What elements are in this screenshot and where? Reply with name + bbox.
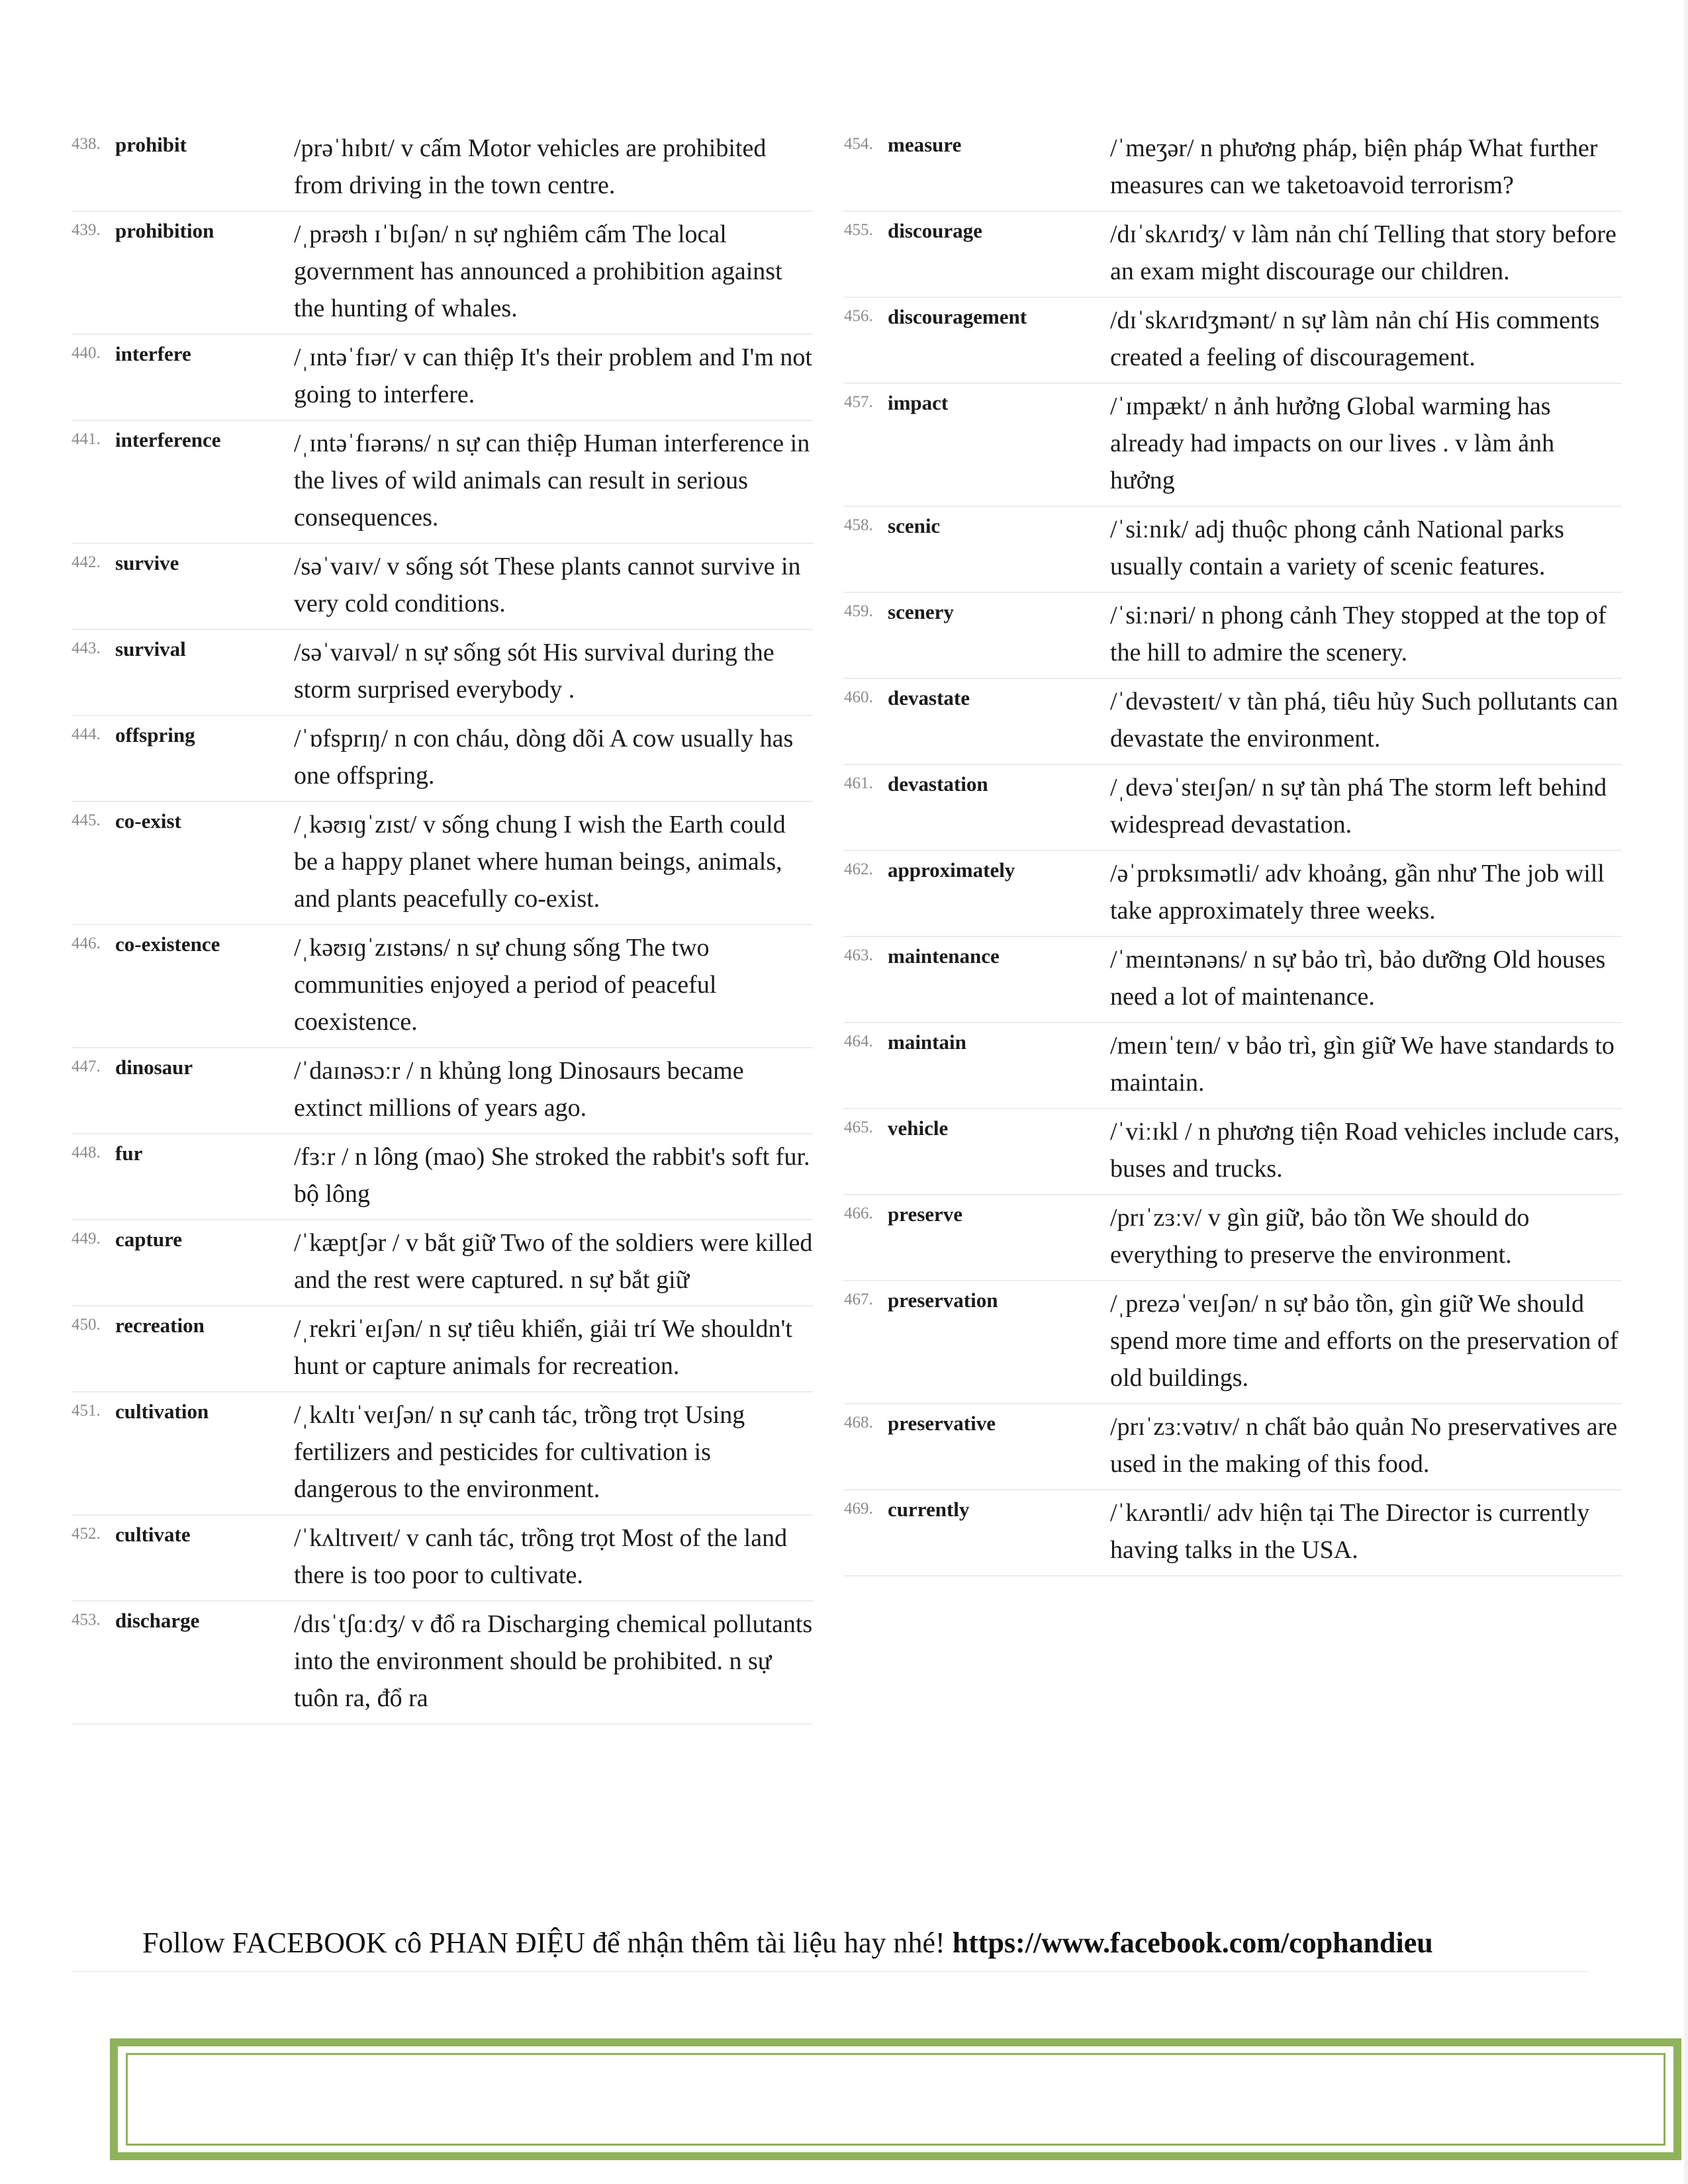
decorative-frame-inner xyxy=(126,2053,1665,2146)
entry-word: discouragement xyxy=(888,305,1027,328)
entry-word: interference xyxy=(115,428,221,451)
entry-definition: /ˈkæptʃər / v bắt giữ Two of the soldiers were killed and the rest were captured. n sự bắt giữ xyxy=(294,1229,813,1294)
entry-definition: /ˌkəʊɪɡˈzɪstəns/ n sự chung sống The two communities enjoyed a period of peaceful coexistence. xyxy=(294,934,717,1036)
entry-word: scenery xyxy=(888,600,954,623)
vocab-entry xyxy=(71,1134,813,1220)
entry-number: 438. xyxy=(71,135,101,153)
entry-number: 440. xyxy=(71,344,101,362)
entry-number: 447. xyxy=(71,1058,101,1075)
entry-definition: /ˈdevəsteɪt/ v tàn phá, tiêu hủy Such pollutants can devastate the environment. xyxy=(1110,688,1618,752)
vocab-entry xyxy=(844,679,1622,765)
entry-definition: /ˈdaɪnəsɔːr / n khủng long Dinosaurs became extinct millions of years ago. xyxy=(294,1057,744,1122)
entry-number: 462. xyxy=(844,860,873,878)
entry-number: 454. xyxy=(844,135,873,153)
entry-word: approximately xyxy=(888,858,1015,882)
entry-definition: /ˌɪntəˈfɪərəns/ n sự can thiệp Human interference in the lives of wild animals can result in serious consequences. xyxy=(294,430,810,531)
entry-definition: /ˈsiːnəri/ n phong cảnh They stopped at the top of the hill to admire the scenery. xyxy=(1110,602,1607,666)
entry-word: vehicle xyxy=(888,1116,949,1140)
entry-definition: /ˌkʌltɪˈveɪʃən/ n sự canh tác, trồng trọt Using fertilizers and pesticides for cultivation is dangerous to the environment. xyxy=(294,1401,745,1503)
entry-word: preservative xyxy=(888,1412,996,1435)
entry-word: preservation xyxy=(888,1289,998,1312)
footer-note xyxy=(142,1926,1599,1960)
entry-word: impact xyxy=(888,391,949,414)
footer-divider xyxy=(71,1971,1587,1972)
entry-word: preserve xyxy=(888,1203,963,1226)
entry-word: fur xyxy=(115,1142,143,1165)
entry-definition: /ˈmeɪntənəns/ n sự bảo trì, bảo dưỡng Old houses need a lot of maintenance. xyxy=(1110,946,1606,1011)
entry-definition: /prɪˈzɜːv/ v gìn giữ, bảo tồn We should do everything to preserve the environment. xyxy=(1110,1204,1530,1269)
vocab-entry xyxy=(71,335,813,421)
entry-word: maintenance xyxy=(888,944,1000,968)
entry-number: 461. xyxy=(844,774,873,792)
entry-number: 449. xyxy=(71,1230,101,1248)
vocab-entry xyxy=(71,802,813,925)
entry-number: 444. xyxy=(71,725,101,743)
right-column xyxy=(844,126,1622,1576)
entry-definition: /ˌrekriˈeɪʃən/ n sự tiêu khiển, giải trí We shouldn't hunt or capture animals for recreation. xyxy=(294,1315,792,1380)
vocab-entry xyxy=(844,1109,1622,1195)
entry-definition: /ˈkʌrəntli/ adv hiện tại The Director is currently having talks in the USA. xyxy=(1110,1499,1590,1564)
facebook-link[interactable]: https://www.facebook.com/cophandieu xyxy=(952,1927,1433,1959)
entry-number: 463. xyxy=(844,946,873,964)
vocab-entry xyxy=(71,212,813,335)
entry-number: 460. xyxy=(844,688,873,706)
vocab-entry xyxy=(844,1490,1622,1576)
vocab-entry xyxy=(71,630,813,716)
vocab-entry xyxy=(844,212,1622,298)
vocab-entry xyxy=(844,1281,1622,1404)
vocab-entry xyxy=(71,1048,813,1134)
vocab-entry xyxy=(71,126,813,212)
vocab-entry xyxy=(844,765,1622,851)
vocab-entry xyxy=(71,1602,813,1725)
vocab-entry xyxy=(844,851,1622,937)
entry-definition: /səˈvaɪv/ v sống sót These plants cannot survive in very cold conditions. xyxy=(294,553,801,617)
vocab-entry xyxy=(71,1306,813,1392)
entry-definition: /əˈprɒksɪmətli/ adv khoảng, gần như The job will take approximately three weeks. xyxy=(1110,860,1605,925)
entry-number: 468. xyxy=(844,1414,873,1432)
entry-word: prohibition xyxy=(115,219,214,242)
entry-word: discourage xyxy=(888,219,982,242)
entry-number: 443. xyxy=(71,639,101,657)
entry-word: dinosaur xyxy=(115,1056,193,1079)
vocab-entry xyxy=(71,544,813,630)
entry-definition: /ˈviːɪkl / n phương tiện Road vehicles include cars, buses and trucks. xyxy=(1110,1118,1620,1183)
entry-number: 457. xyxy=(844,393,873,411)
entry-word: offspring xyxy=(115,723,195,747)
entry-word: scenic xyxy=(888,514,941,537)
left-column xyxy=(71,126,813,1725)
entry-number: 451. xyxy=(71,1402,101,1420)
vocab-entry xyxy=(844,593,1622,679)
page-edge xyxy=(1684,0,1688,2184)
entry-number: 467. xyxy=(844,1291,873,1308)
vocab-entry xyxy=(844,126,1622,212)
vocab-entry xyxy=(71,925,813,1048)
decorative-frame xyxy=(110,2038,1681,2160)
entry-word: cultivation xyxy=(115,1400,209,1423)
entry-word: currently xyxy=(888,1498,970,1521)
entry-word: survive xyxy=(115,551,179,574)
entry-word: interfere xyxy=(115,342,191,365)
entry-number: 455. xyxy=(844,221,873,239)
entry-number: 439. xyxy=(71,221,101,239)
entry-definition: /prɪˈzɜːvətɪv/ n chất bảo quản No preservatives are used in the making of this food. xyxy=(1110,1413,1618,1478)
entry-number: 456. xyxy=(844,307,873,325)
entry-definition: /dɪˈskʌrɪdʒmənt/ n sự làm nản chí His comments created a feeling of discouragement. xyxy=(1110,306,1600,371)
footer-text: Follow FACEBOOK cô PHAN ĐIỆU để nhận thêm tài liệu hay nhé! xyxy=(142,1927,953,1959)
vocab-entry xyxy=(71,421,813,544)
entry-number: 448. xyxy=(71,1144,101,1161)
entry-number: 453. xyxy=(71,1611,101,1629)
entry-definition: /ˌkəʊɪɡˈzɪst/ v sống chung I wish the Earth could be a happy planet where human beings, animals, and plants peacefully co-exist. xyxy=(294,811,786,913)
entry-definition: /dɪsˈtʃɑːdʒ/ v đổ ra Discharging chemical pollutants into the environment should be prohibited. n sự tuôn ra, đổ ra xyxy=(294,1610,813,1712)
entry-number: 466. xyxy=(844,1205,873,1222)
vocab-entry xyxy=(844,507,1622,593)
entry-number: 465. xyxy=(844,1118,873,1136)
entry-word: prohibit xyxy=(115,133,187,156)
entry-definition: /ˈmeʒər/ n phương pháp, biện pháp What further measures can we taketoavoid terrorism? xyxy=(1110,134,1598,199)
entry-number: 469. xyxy=(844,1500,873,1518)
vocab-entry xyxy=(844,1023,1622,1109)
entry-definition: /ˈsiːnɪk/ adj thuộc phong cảnh National parks usually contain a variety of scenic features. xyxy=(1110,516,1564,580)
vocab-entry xyxy=(71,1392,813,1516)
vocab-entry xyxy=(71,1516,813,1602)
entry-definition: /ˌdevəˈsteɪʃən/ n sự tàn phá The storm left behind widespread devastation. xyxy=(1110,774,1607,839)
entry-number: 459. xyxy=(844,602,873,620)
vocab-entry xyxy=(71,1220,813,1306)
entry-definition: /prəˈhɪbɪt/ v cấm Motor vehicles are prohibited from driving in the town centre. xyxy=(294,134,767,199)
entry-number: 452. xyxy=(71,1525,101,1543)
vocab-entry xyxy=(844,384,1622,507)
entry-definition: /ˈɪmpækt/ n ảnh hưởng Global warming has already had impacts on our lives . v làm ảnh hưởng xyxy=(1110,392,1555,494)
entry-word: measure xyxy=(888,133,962,156)
entry-definition: /fɜːr / n lông (mao) She stroked the rabbit's soft fur. bộ lông xyxy=(294,1143,810,1208)
entry-word: maintain xyxy=(888,1030,966,1054)
entry-number: 450. xyxy=(71,1316,101,1334)
entry-definition: /ˌɪntəˈfɪər/ v can thiệp It's their problem and I'm not going to interfere. xyxy=(294,343,812,408)
entry-number: 442. xyxy=(71,553,101,571)
entry-word: co-existence xyxy=(115,933,220,956)
entry-word: co-exist xyxy=(115,809,181,833)
entry-definition: /ˌprezəˈveɪʃən/ n sự bảo tồn, gìn giữ We should spend more time and efforts on the preservation of old buildings. xyxy=(1110,1290,1618,1392)
entry-definition: /səˈvaɪvəl/ n sự sống sót His survival during the storm surprised everybody . xyxy=(294,639,774,704)
vocab-entry xyxy=(844,1195,1622,1281)
entry-word: recreation xyxy=(115,1314,205,1337)
entry-definition: /meɪnˈteɪn/ v bảo trì, gìn giữ We have standards to maintain. xyxy=(1110,1032,1615,1097)
vocab-entry xyxy=(844,298,1622,384)
entry-definition: /dɪˈskʌrɪdʒ/ v làm nản chí Telling that story before an exam might discourage our children. xyxy=(1110,220,1617,285)
entry-definition: /ˈɒfsprɪŋ/ n con cháu, dòng dõi A cow usually has one offspring. xyxy=(294,725,794,790)
entry-word: devastation xyxy=(888,772,988,796)
entry-definition: /ˈkʌltɪveɪt/ v canh tác, trồng trọt Most of the land there is too poor to cultivate. xyxy=(294,1524,788,1589)
entry-word: capture xyxy=(115,1228,183,1251)
vocab-entry xyxy=(844,937,1622,1023)
entry-definition: /ˌprəʊh ɪˈbɪʃən/ n sự nghiêm cấm The local government has announced a prohibition against the hunting of whales. xyxy=(294,220,782,322)
entry-number: 458. xyxy=(844,516,873,534)
entry-number: 441. xyxy=(71,430,101,448)
entry-word: discharge xyxy=(115,1609,200,1632)
vocab-entry xyxy=(71,716,813,802)
entry-word: cultivate xyxy=(115,1523,191,1546)
entry-number: 445. xyxy=(71,811,101,829)
vocab-entry xyxy=(844,1404,1622,1490)
entry-word: survival xyxy=(115,637,186,660)
entry-word: devastate xyxy=(888,686,970,709)
entry-number: 446. xyxy=(71,934,101,952)
entry-number: 464. xyxy=(844,1032,873,1050)
